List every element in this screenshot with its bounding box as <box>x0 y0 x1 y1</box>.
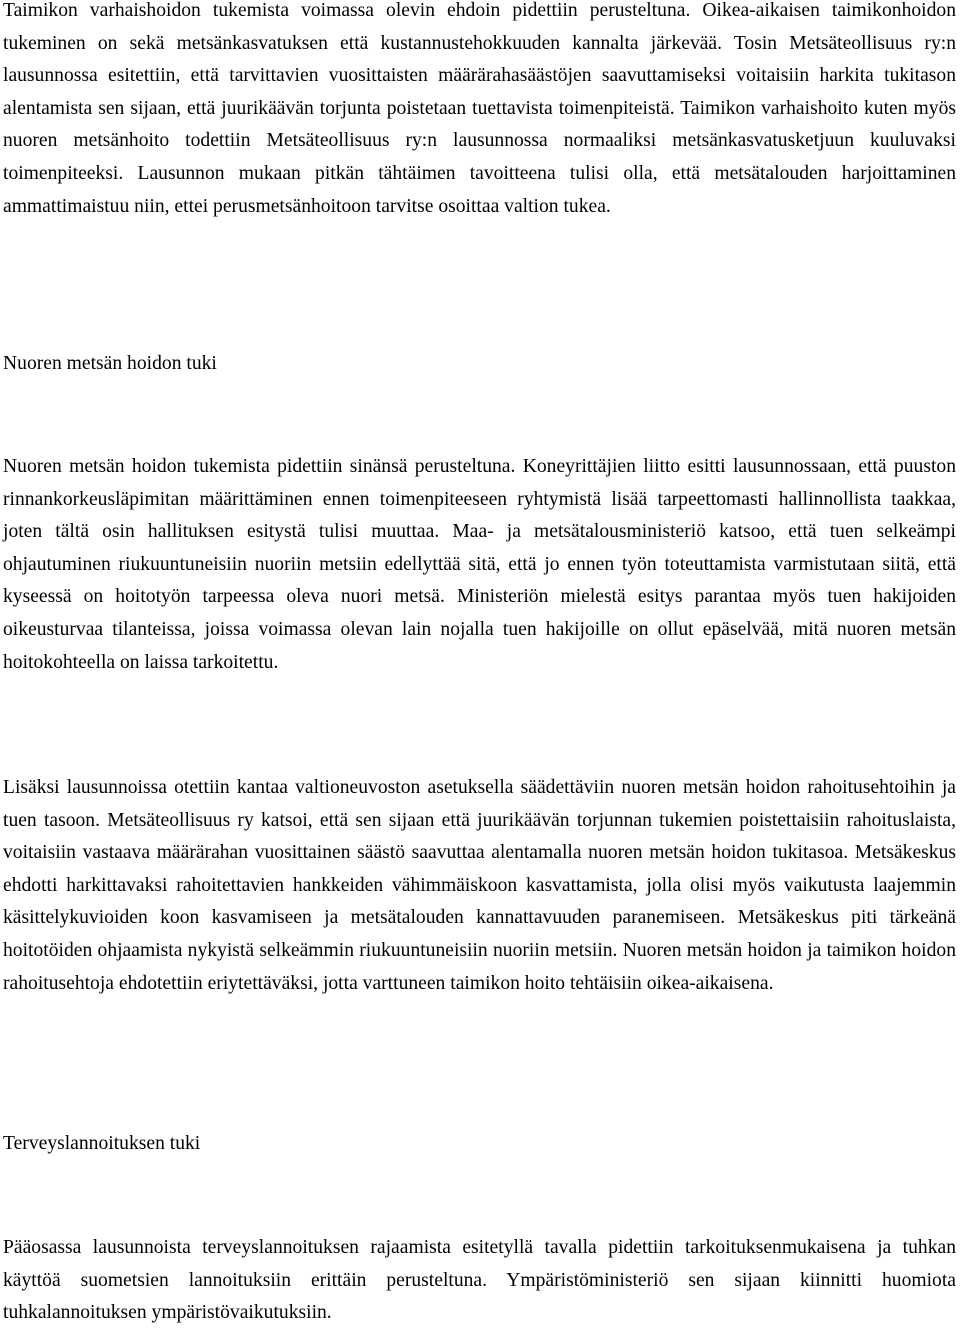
paragraph-sapling-early-care: Taimikon varhaishoidon tukemista voimassa olevin ehdoin pidettiin perusteltuna. Oikea-aikaisen taimikonhoidon tukeminen on sekä metsänkasvatuksen että kustannustehokkuuden kannalta järkevää. Tosin Metsäteollisuus ry:n lausunnossa esitettiin, että tarvittavien vuosittaisten määrärahasäästöjen saavuttamiseksi voitaisiin harkita tukitason alentamista sen sijaan, että juurikäävän torjunta poistetaan tuettavista toimenpiteistä. Taimikon varhaishoito kuten myös nuoren metsänhoito todettiin Metsäteollisuus ry:n lausunnossa normaaliksi metsänkasvatusketjuun kuuluvaksi toimenpiteeksi. Lausunnon mukaan pitkän tähtäimen tavoitteena tulisi olla, että metsätalouden harjoittaminen ammattimaistuu niin, ettei perusmetsänhoitoon tarvitse osoittaa valtion tukea. <box>3 0 956 217</box>
paragraph-young-forest-care: Nuoren metsän hoidon tukemista pidettiin sinänsä perusteltuna. Koneyrittäjien liitto esitti lausunnossaan, että puuston rinnankorkeusläpimitan määrittäminen ennen toimenpiteeseen ryhtymistä lisää tarpeettomasti hallinnollista taakkaa, joten tältä osin hallituksen esitystä tulisi muuttaa. Maa- ja metsätalousministeriö katsoo, että tuen selkeämpi ohjautuminen riukuuntuneisiin nuoriin metsiin edellyttää sitä, että jo ennen työn toteuttamista varmistutaan siitä, että kyseessä on hoitotyön tarpeessa oleva nuori metsä. Ministeriön mielestä esitys parantaa myös tuen hakijoiden oikeusturvaa tilanteissa, joissa voimassa olevan lain nojalla tuen hakijoille on ollut epäselvää, mitä nuoren metsän hoitokohteella on laissa tarkoitettu. <box>3 456 956 673</box>
paragraph-financing-terms: Lisäksi lausunnoissa otettiin kantaa valtioneuvoston asetuksella säädettäviin nuoren metsän hoidon rahoitusehtoihin ja tuen tasoon. Metsäteollisuus ry katsoi, että sen sijaan että juurikäävän torjunnan tukemien poistettaisiin rahoituslaista, voitaisiin vastaava määrärahan vuosittainen säästö saavuttaa alentamalla nuoren metsän hoidon tukitasoa. Metsäkeskus ehdotti harkittavaksi rahoitettavien hankkeiden vähimmäiskoon kasvattamista, jolla olisi myös vaikutusta laajemmin käsittelykuvioiden koon kasvamiseen ja metsätalouden kannattavuuden paranemiseen. Metsäkeskus piti tärkeänä hoitotöiden ohjaamista nykyistä selkeämmin riukuuntuneisiin nuoriin metsiin. Nuoren metsän hoidon ja taimikon hoidon rahoitusehtoja ehdotettiin eriytettäväksi, jotta varttuneen taimikon hoito tehtäisiin oikea-aikaisena. <box>3 777 956 994</box>
paragraph-health-fertilization: Pääosassa lausunnoista terveyslannoituksen rajaamista esitetyllä tavalla pidettiin tarkoituksenmukaisena ja tuhkan käyttöä suometsien lannoituksiin erittäin perusteltuna. Ympäristöministeriö sen sijaan kiinnitti huomiota tuhkalannoituksen ympäristövaikutuksiin. <box>3 1237 956 1324</box>
heading-young-forest-care-subsidy: Nuoren metsän hoidon tuki <box>3 353 217 374</box>
heading-health-fertilization-subsidy: Terveyslannoituksen tuki <box>3 1133 201 1154</box>
